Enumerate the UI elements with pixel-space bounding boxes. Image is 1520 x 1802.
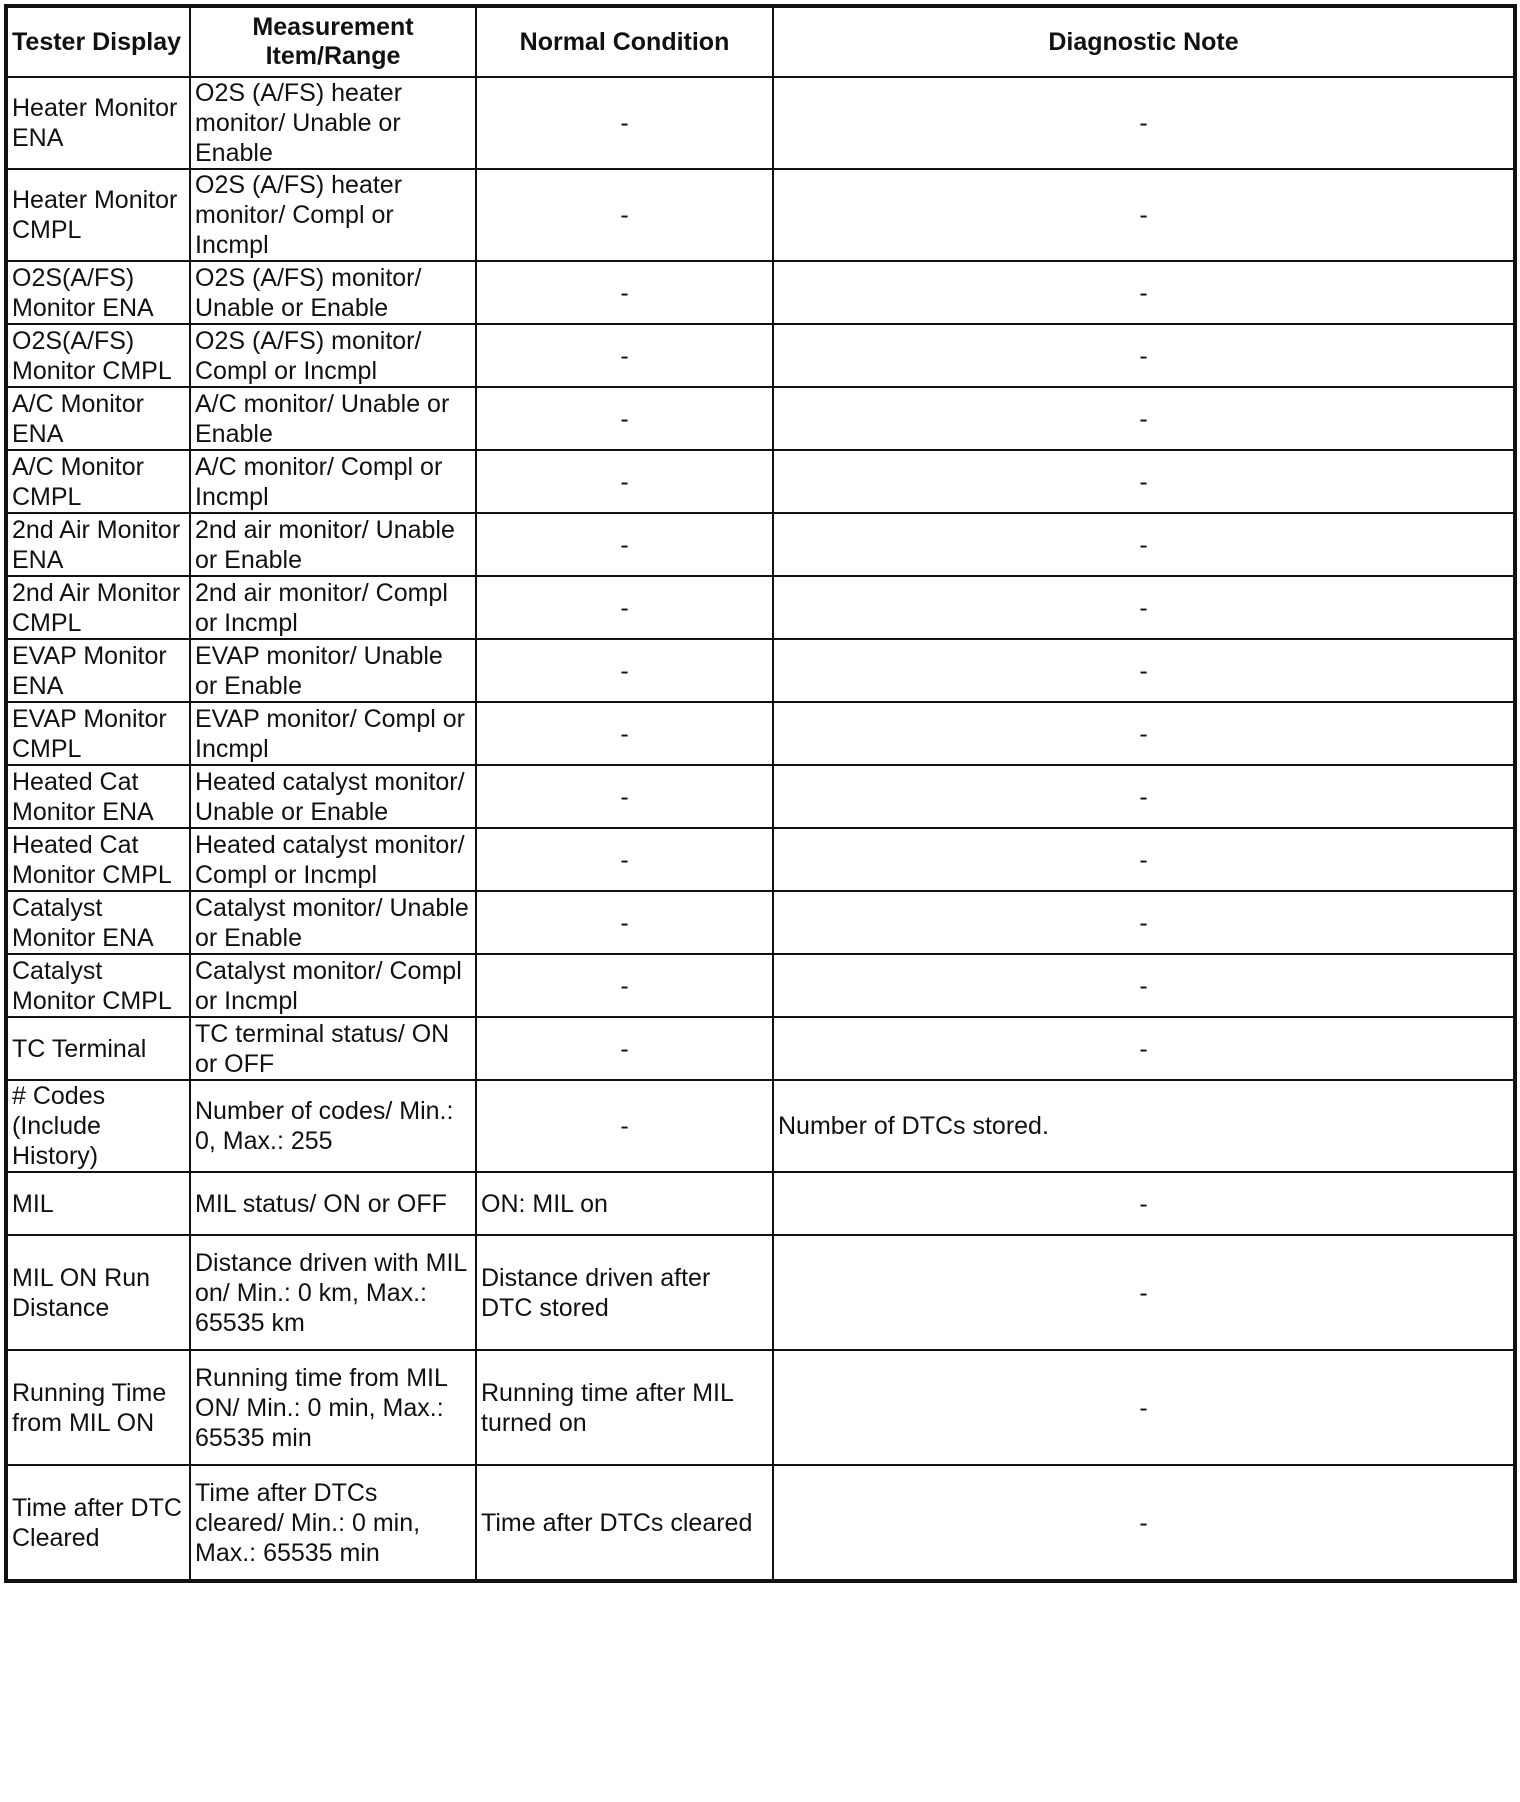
tester-display-cell: EVAP Monitor CMPL — [7, 702, 190, 765]
table-row — [7, 1465, 1514, 1580]
normal-condition-cell: - — [476, 891, 773, 954]
tester-display-cell: Heater Monitor CMPL — [7, 169, 190, 261]
measurement-range-cell: 2nd air monitor/ Unable or Enable — [190, 513, 476, 576]
table-row — [7, 891, 1514, 954]
normal-condition-cell: - — [476, 261, 773, 324]
table-row — [7, 639, 1514, 702]
diagnostic-note-cell: - — [773, 1017, 1514, 1080]
table-row — [7, 513, 1514, 576]
diagnostic-note-cell: - — [773, 450, 1514, 513]
measurement-range-cell: A/C monitor/ Compl or Incmpl — [190, 450, 476, 513]
header-row — [7, 7, 1514, 77]
measurement-range-cell: O2S (A/FS) monitor/ Unable or Enable — [190, 261, 476, 324]
diagnostic-note-cell: - — [773, 513, 1514, 576]
normal-condition-cell: - — [476, 954, 773, 1017]
measurement-range-cell: O2S (A/FS) heater monitor/ Compl or Incmpl — [190, 169, 476, 261]
measurement-range-cell: O2S (A/FS) heater monitor/ Unable or Enable — [190, 77, 476, 169]
tester-display-cell: Heated Cat Monitor CMPL — [7, 828, 190, 891]
diagnostic-note-cell: - — [773, 954, 1514, 1017]
header-normal-condition: Normal Condition — [476, 7, 773, 77]
table-row — [7, 576, 1514, 639]
tester-display-cell: TC Terminal — [7, 1017, 190, 1080]
table-row — [7, 1080, 1514, 1172]
diagnostic-note-cell: - — [773, 1172, 1514, 1235]
normal-condition-cell: - — [476, 828, 773, 891]
normal-condition-cell: - — [476, 576, 773, 639]
normal-condition-cell: - — [476, 1017, 773, 1080]
diagnostic-note-cell: - — [773, 702, 1514, 765]
diagnostic-note-cell: - — [773, 828, 1514, 891]
normal-condition-cell: - — [476, 324, 773, 387]
table-row — [7, 702, 1514, 765]
normal-condition-cell: - — [476, 169, 773, 261]
table-row — [7, 450, 1514, 513]
normal-condition-cell: - — [476, 702, 773, 765]
normal-condition-cell: ON: MIL on — [476, 1172, 773, 1235]
tester-display-cell: Catalyst Monitor ENA — [7, 891, 190, 954]
measurement-range-cell: Catalyst monitor/ Compl or Incmpl — [190, 954, 476, 1017]
measurement-range-cell: Catalyst monitor/ Unable or Enable — [190, 891, 476, 954]
tester-display-cell: # Codes (Include History) — [7, 1080, 190, 1172]
diagnostic-note-cell: - — [773, 387, 1514, 450]
diagnostic-note-cell: - — [773, 261, 1514, 324]
table-row — [7, 765, 1514, 828]
tester-display-cell: 2nd Air Monitor ENA — [7, 513, 190, 576]
table-row — [7, 954, 1514, 1017]
diagnostic-note-cell: - — [773, 77, 1514, 169]
normal-condition-cell: - — [476, 77, 773, 169]
measurement-range-cell: Time after DTCs cleared/ Min.: 0 min, Max.: 65535 min — [190, 1465, 476, 1580]
diagnostic-note-cell: - — [773, 576, 1514, 639]
table-row — [7, 324, 1514, 387]
tester-display-cell: Heater Monitor ENA — [7, 77, 190, 169]
normal-condition-cell: - — [476, 387, 773, 450]
measurement-range-cell: Number of codes/ Min.: 0, Max.: 255 — [190, 1080, 476, 1172]
tester-display-cell: A/C Monitor CMPL — [7, 450, 190, 513]
table-row — [7, 1350, 1514, 1465]
normal-condition-cell: Distance driven after DTC stored — [476, 1235, 773, 1350]
diagnostic-note-cell: - — [773, 1235, 1514, 1350]
measurement-range-cell: TC terminal status/ ON or OFF — [190, 1017, 476, 1080]
normal-condition-cell: - — [476, 1080, 773, 1172]
measurement-range-cell: MIL status/ ON or OFF — [190, 1172, 476, 1235]
normal-condition-cell: - — [476, 639, 773, 702]
table-row — [7, 261, 1514, 324]
header-measurement-item: Measurement Item/Range — [190, 7, 476, 77]
measurement-range-cell: 2nd air monitor/ Compl or Incmpl — [190, 576, 476, 639]
measurement-range-cell: Heated catalyst monitor/ Compl or Incmpl — [190, 828, 476, 891]
tester-display-cell: EVAP Monitor ENA — [7, 639, 190, 702]
table-row — [7, 1235, 1514, 1350]
diagnostic-note-cell: - — [773, 169, 1514, 261]
tester-display-cell: Time after DTC Cleared — [7, 1465, 190, 1580]
measurement-range-cell: Heated catalyst monitor/ Unable or Enable — [190, 765, 476, 828]
table-row — [7, 387, 1514, 450]
table-row — [7, 77, 1514, 169]
table-body — [7, 77, 1514, 1580]
measurement-range-cell: Running time from MIL ON/ Min.: 0 min, Max.: 65535 min — [190, 1350, 476, 1465]
table-row — [7, 1017, 1514, 1080]
normal-condition-cell: Running time after MIL turned on — [476, 1350, 773, 1465]
diagnostic-note-cell: Number of DTCs stored. — [773, 1080, 1514, 1172]
table-row — [7, 828, 1514, 891]
measurement-range-cell: O2S (A/FS) monitor/ Compl or Incmpl — [190, 324, 476, 387]
measurement-range-cell: Distance driven with MIL on/ Min.: 0 km, Max.: 65535 km — [190, 1235, 476, 1350]
diagnostic-note-cell: - — [773, 891, 1514, 954]
diagnostic-note-cell: - — [773, 765, 1514, 828]
tester-display-cell: Heated Cat Monitor ENA — [7, 765, 190, 828]
measurement-range-cell: EVAP monitor/ Compl or Incmpl — [190, 702, 476, 765]
tester-display-cell: MIL — [7, 1172, 190, 1235]
normal-condition-cell: Time after DTCs cleared — [476, 1465, 773, 1580]
tester-display-cell: O2S(A/FS) Monitor ENA — [7, 261, 190, 324]
tester-display-cell: A/C Monitor ENA — [7, 387, 190, 450]
measurement-range-cell: EVAP monitor/ Unable or Enable — [190, 639, 476, 702]
diagnostic-note-cell: - — [773, 639, 1514, 702]
normal-condition-cell: - — [476, 450, 773, 513]
normal-condition-cell: - — [476, 765, 773, 828]
tester-display-cell: MIL ON Run Distance — [7, 1235, 190, 1350]
table-row — [7, 169, 1514, 261]
measurement-range-cell: A/C monitor/ Unable or Enable — [190, 387, 476, 450]
diagnostic-note-cell: - — [773, 1465, 1514, 1580]
tester-display-cell: 2nd Air Monitor CMPL — [7, 576, 190, 639]
header-tester-display: Tester Display — [7, 7, 190, 77]
data-table — [6, 6, 1515, 1581]
table-row — [7, 1172, 1514, 1235]
header-diagnostic-note: Diagnostic Note — [773, 7, 1514, 77]
diagnostic-note-cell: - — [773, 1350, 1514, 1465]
diagnostic-note-cell: - — [773, 324, 1514, 387]
tester-display-cell: Catalyst Monitor CMPL — [7, 954, 190, 1017]
tester-display-cell: O2S(A/FS) Monitor CMPL — [7, 324, 190, 387]
normal-condition-cell: - — [476, 513, 773, 576]
tester-display-cell: Running Time from MIL ON — [7, 1350, 190, 1465]
